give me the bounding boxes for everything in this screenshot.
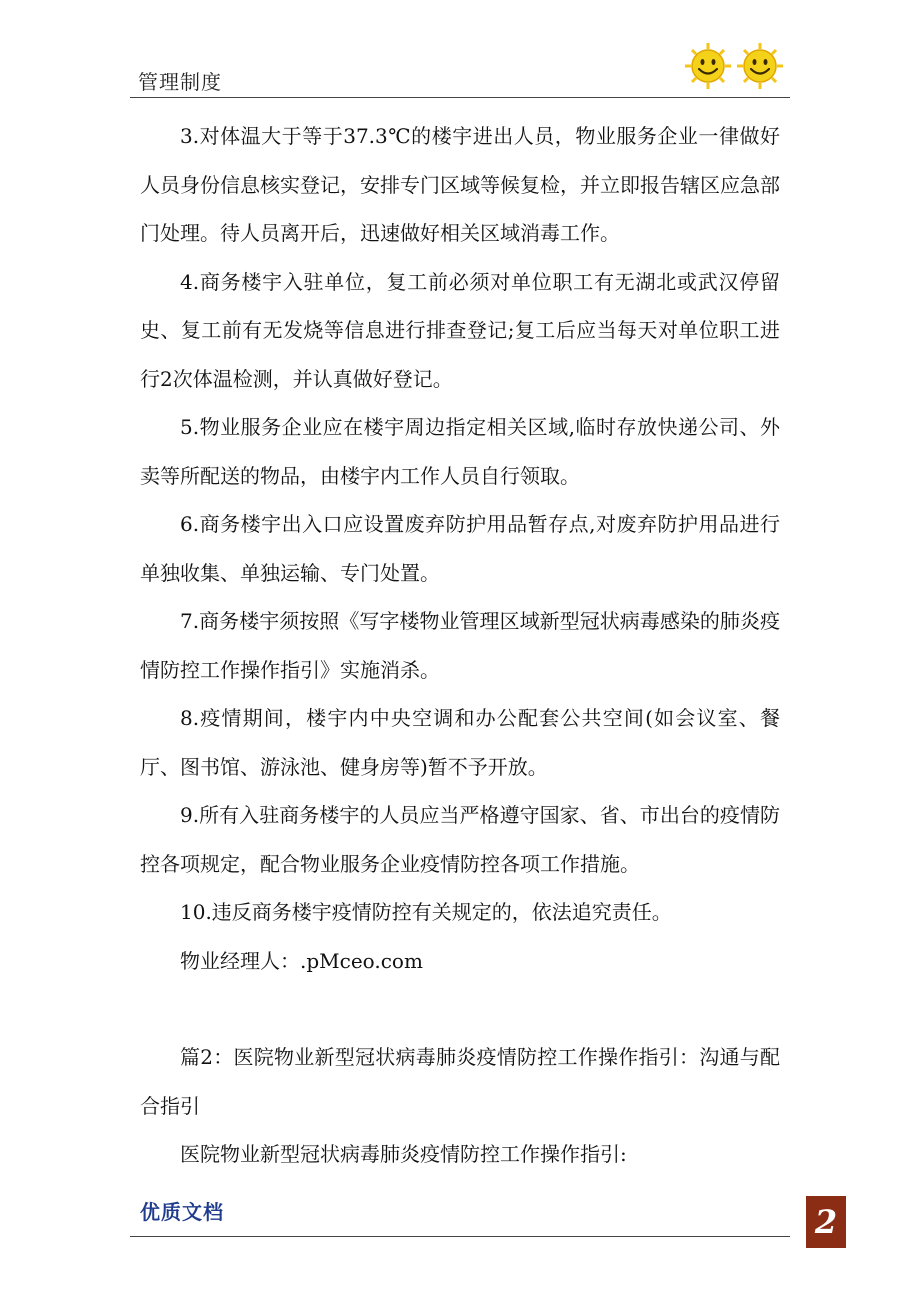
paragraph: 9.所有入驻商务楼宇的人员应当严格遵守国家、省、市出台的疫情防控各项规定，配合物业服务企业疫情防控各项工作措施。 <box>140 803 780 876</box>
paragraph: 6.商务楼宇出入口应设置废弃防护用品暂存点,对废弃防护用品进行单独收集、单独运输、专门处置。 <box>140 512 780 585</box>
page-number-badge: 2 <box>806 1196 846 1248</box>
paragraph: 7.商务楼宇须按照《写字楼物业管理区域新型冠状病毒感染的肺炎疫情防控工作操作指引》实施消杀。 <box>140 609 780 682</box>
section-heading: 篇2：医院物业新型冠状病毒肺炎疫情防控工作操作指引：沟通与配合指引 <box>140 1045 780 1118</box>
paragraph: 10.违反商务楼宇疫情防控有关规定的，依法追究责任。 <box>180 900 672 924</box>
paragraph: 8.疫情期间，楼宇内中央空调和办公配套公共空间(如会议室、餐厅、图书馆、游泳池、健身房等)暂不予开放。 <box>140 706 780 779</box>
footer-divider <box>130 1236 790 1237</box>
footer-label: 优质文档 <box>140 1200 224 1224</box>
paragraph: 5.物业服务企业应在楼宇周边指定相关区域,临时存放快递公司、外卖等所配送的物品，由楼宇内工作人员自行领取。 <box>140 415 780 488</box>
paragraph: 4.商务楼宇入驻单位，复工前必须对单位职工有无湖北或武汉停留史、复工前有无发烧等信息进行排查登记;复工后应当每天对单位职工进行2次体温检测，并认真做好登记。 <box>140 269 780 391</box>
paragraph: 3.对体温大于等于37.3℃的楼宇进出人员，物业服务企业一律做好人员身份信息核实登记，安排专门区域等候复检，并立即报告辖区应急部门处理。待人员离开后，迅速做好相关区域消毒工作。 <box>140 124 780 245</box>
paragraph: 物业经理人：.pMceo.com <box>180 948 423 973</box>
header-divider <box>130 97 790 98</box>
paragraph: 医院物业新型冠状病毒肺炎疫情防控工作操作指引: <box>180 1142 627 1166</box>
document-body <box>140 112 780 1179</box>
smiley-icon <box>684 42 732 90</box>
smiley-icon <box>736 42 784 90</box>
header-title: 管理制度 <box>138 70 222 94</box>
